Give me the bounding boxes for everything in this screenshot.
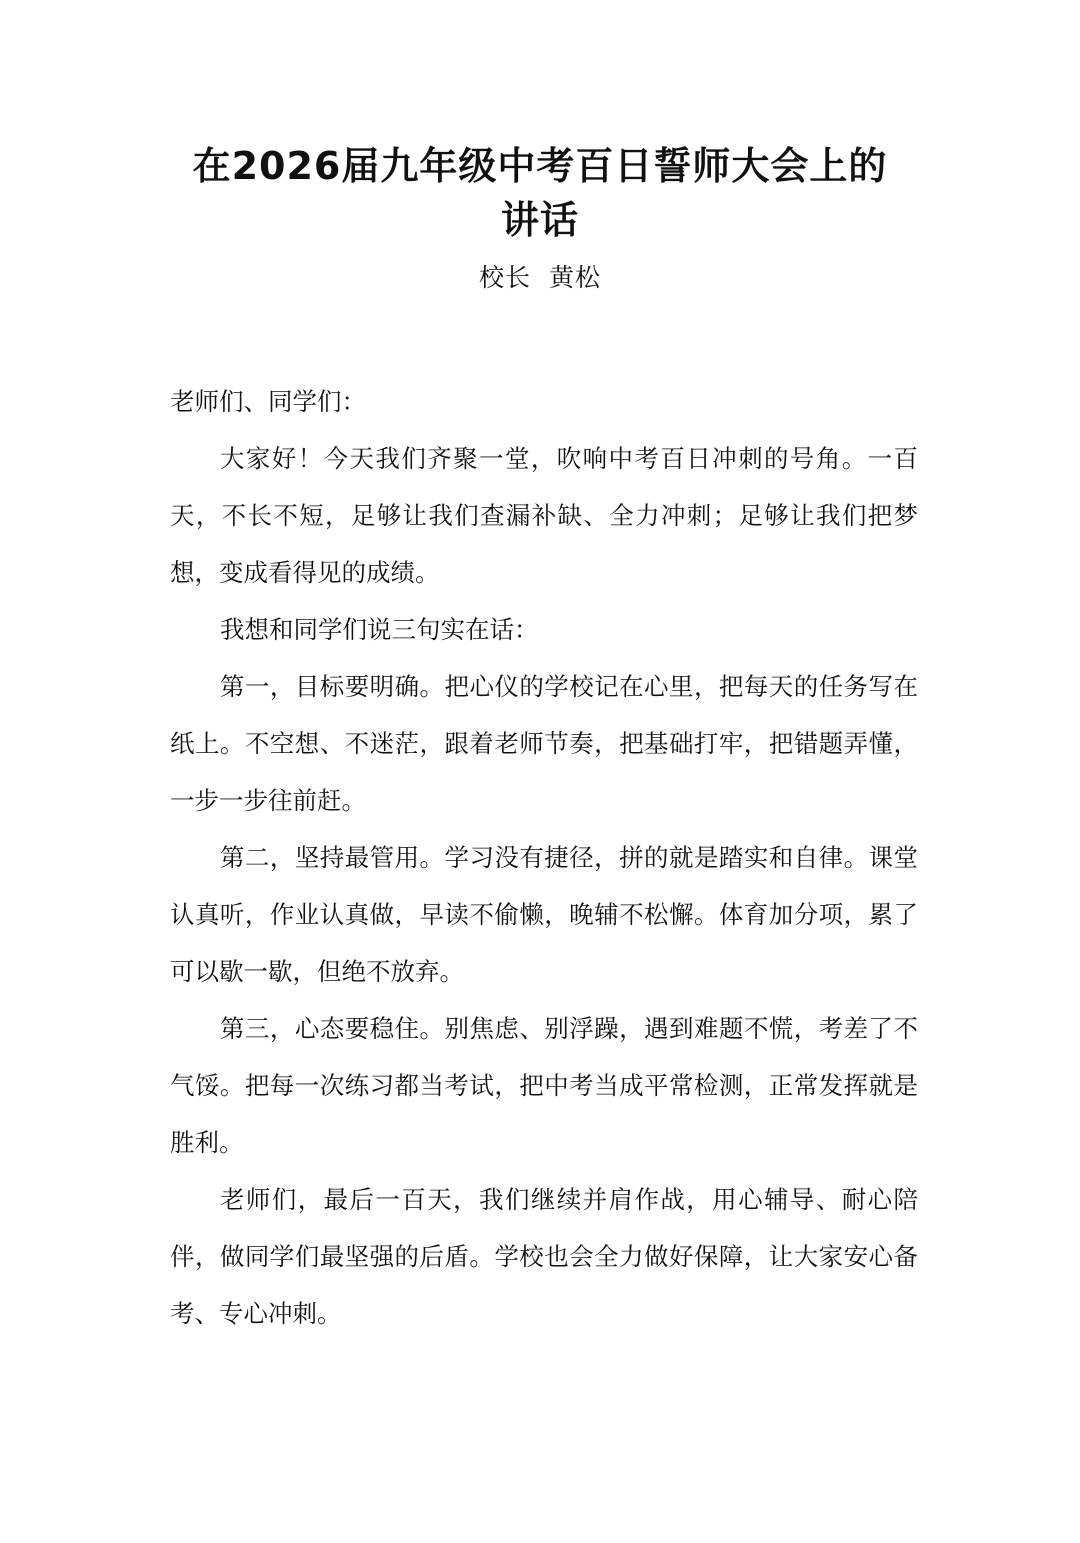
paragraph-intro: 我想和同学们说三句实在话：: [220, 615, 539, 644]
salutation: 老师们、同学们：: [170, 387, 366, 416]
document-title: [0, 138, 1080, 248]
title-line-2: 讲话: [500, 198, 579, 242]
paragraph-greeting: 大家好！今天我们齐聚一堂，吹响中考百日冲刺的号角。一百天，不长不短，足够让我们查漏补缺、全力冲刺；足够让我们把梦想，变成看得见的成绩。: [170, 444, 918, 587]
paragraph-point-three: 第三，心态要稳住。别焦虑、别浮躁，遇到难题不慌，考差了不气馁。把每一次练习都当考试，把中考当成平常检测，正常发挥就是胜利。: [170, 1014, 918, 1157]
author-line: 校长 黄松: [479, 263, 601, 292]
speech-body: [170, 373, 918, 1342]
title-line-1: 在2026届九年级中考百日誓师大会上的: [192, 144, 888, 188]
paragraph-point-two: 第二，坚持最管用。学习没有捷径，拼的就是踏实和自律。课堂认真听，作业认真做，早读不偷懒，晚辅不松懈。体育加分项，累了可以歇一歇，但绝不放弃。: [170, 843, 918, 986]
paragraph-point-one: 第一，目标要明确。把心仪的学校记在心里，把每天的任务写在纸上。不空想、不迷茫，跟着老师节奏，把基础打牢，把错题弄懂，一步一步往前赶。: [170, 672, 918, 815]
paragraph-teachers: 老师们，最后一百天，我们继续并肩作战，用心辅导、耐心陪伴，做同学们最坚强的后盾。学校也会全力做好保障，让大家安心备考、专心冲刺。: [170, 1185, 918, 1328]
